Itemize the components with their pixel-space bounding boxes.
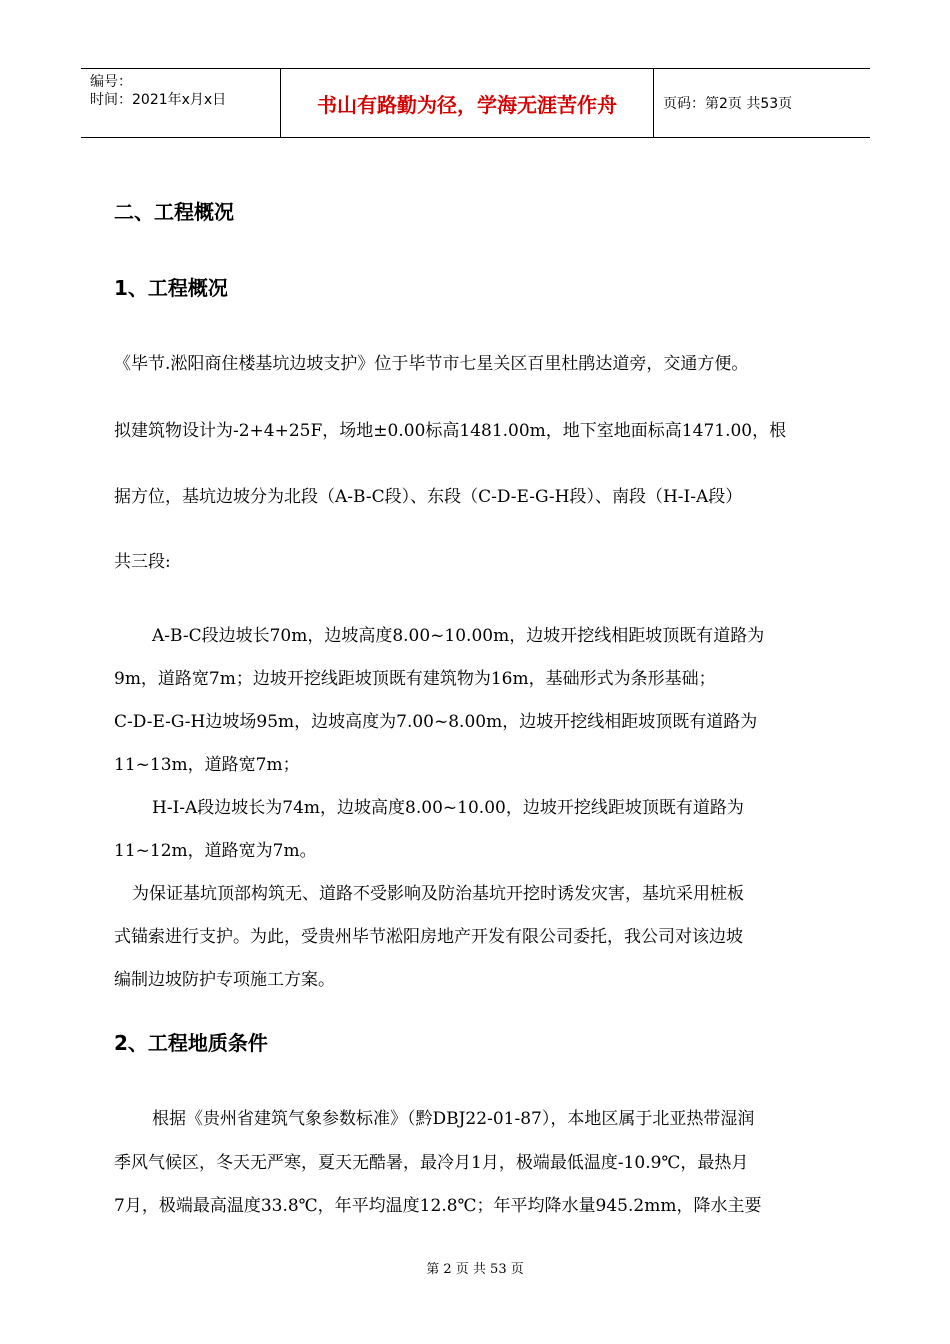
text-line: 编制边坡防护专项施工方案。 bbox=[114, 970, 335, 990]
text-line: H-I-A段边坡长为74m，边坡高度8.00~10.00，边坡开挖线距坡顶既有道路为 bbox=[152, 798, 744, 818]
text-line: 式锚索进行支护。为此，受贵州毕节淞阳房地产开发有限公司委托，我公司对该边坡 bbox=[114, 927, 743, 947]
subsection-heading-geology: 2、工程地质条件 bbox=[114, 1031, 268, 1055]
header-motto: 书山有路勤为径，学海无涯苦作舟 bbox=[280, 69, 654, 137]
text-line: A-B-C段边坡长70m，边坡高度8.00~10.00m，边坡开挖线相距坡顶既有道路为 bbox=[152, 626, 765, 646]
text-line: 据方位，基坑边坡分为北段（A-B-C段）、东段（C-D-E-G-H段）、南段（H-I-A段） bbox=[114, 487, 743, 507]
document-date-label: 时间：2021年x月x日 bbox=[90, 92, 227, 108]
text-line: 11~13m，道路宽7m； bbox=[114, 755, 300, 775]
text-line: C-D-E-G-H边坡场95m，边坡高度为7.00~8.00m，边坡开挖线相距坡顶既有道路为 bbox=[114, 712, 758, 732]
document-number-label: 编号： bbox=[90, 74, 132, 90]
text-line: 11~12m，道路宽为7m。 bbox=[114, 841, 317, 861]
page-footer: 第 2 页 共 53 页 bbox=[426, 1262, 524, 1277]
page-header bbox=[81, 68, 870, 138]
text-line: 共三段: bbox=[114, 552, 171, 572]
text-line: 7月，极端最高温度33.8℃，年平均温度12.8℃；年平均降水量945.2mm，降水主要 bbox=[114, 1196, 762, 1216]
text-line: 《毕节.淞阳商住楼基坑边坡支护》位于毕节市七星关区百里杜鹃达道旁，交通方便。 bbox=[114, 354, 749, 374]
text-line: 拟建筑物设计为-2+4+25F，场地±0.00标高1481.00m，地下室地面标高1471.00，根 bbox=[114, 421, 787, 441]
text-line: 9m，道路宽7m；边坡开挖线距坡顶既有建筑物为16m，基础形式为条形基础； bbox=[114, 669, 716, 689]
text-line: 季风气候区，冬天无严寒，夏天无酷暑，最冷月1月，极端最低温度-10.9℃，最热月 bbox=[114, 1153, 749, 1173]
header-meta bbox=[81, 69, 280, 137]
section-heading-overview: 二、工程概况 bbox=[114, 200, 234, 224]
text-line: 根据《贵州省建筑气象参数标准》（黔DBJ22-01-87），本地区属于北亚热带湿润 bbox=[152, 1109, 755, 1129]
header-page-info: 页码：第2页 共53页 bbox=[663, 96, 793, 112]
text-line: 为保证基坑顶部构筑无、道路不受影响及防治基坑开挖时诱发灾害，基坑采用桩板 bbox=[132, 884, 744, 904]
subsection-heading-project-overview: 1、工程概况 bbox=[114, 276, 228, 300]
